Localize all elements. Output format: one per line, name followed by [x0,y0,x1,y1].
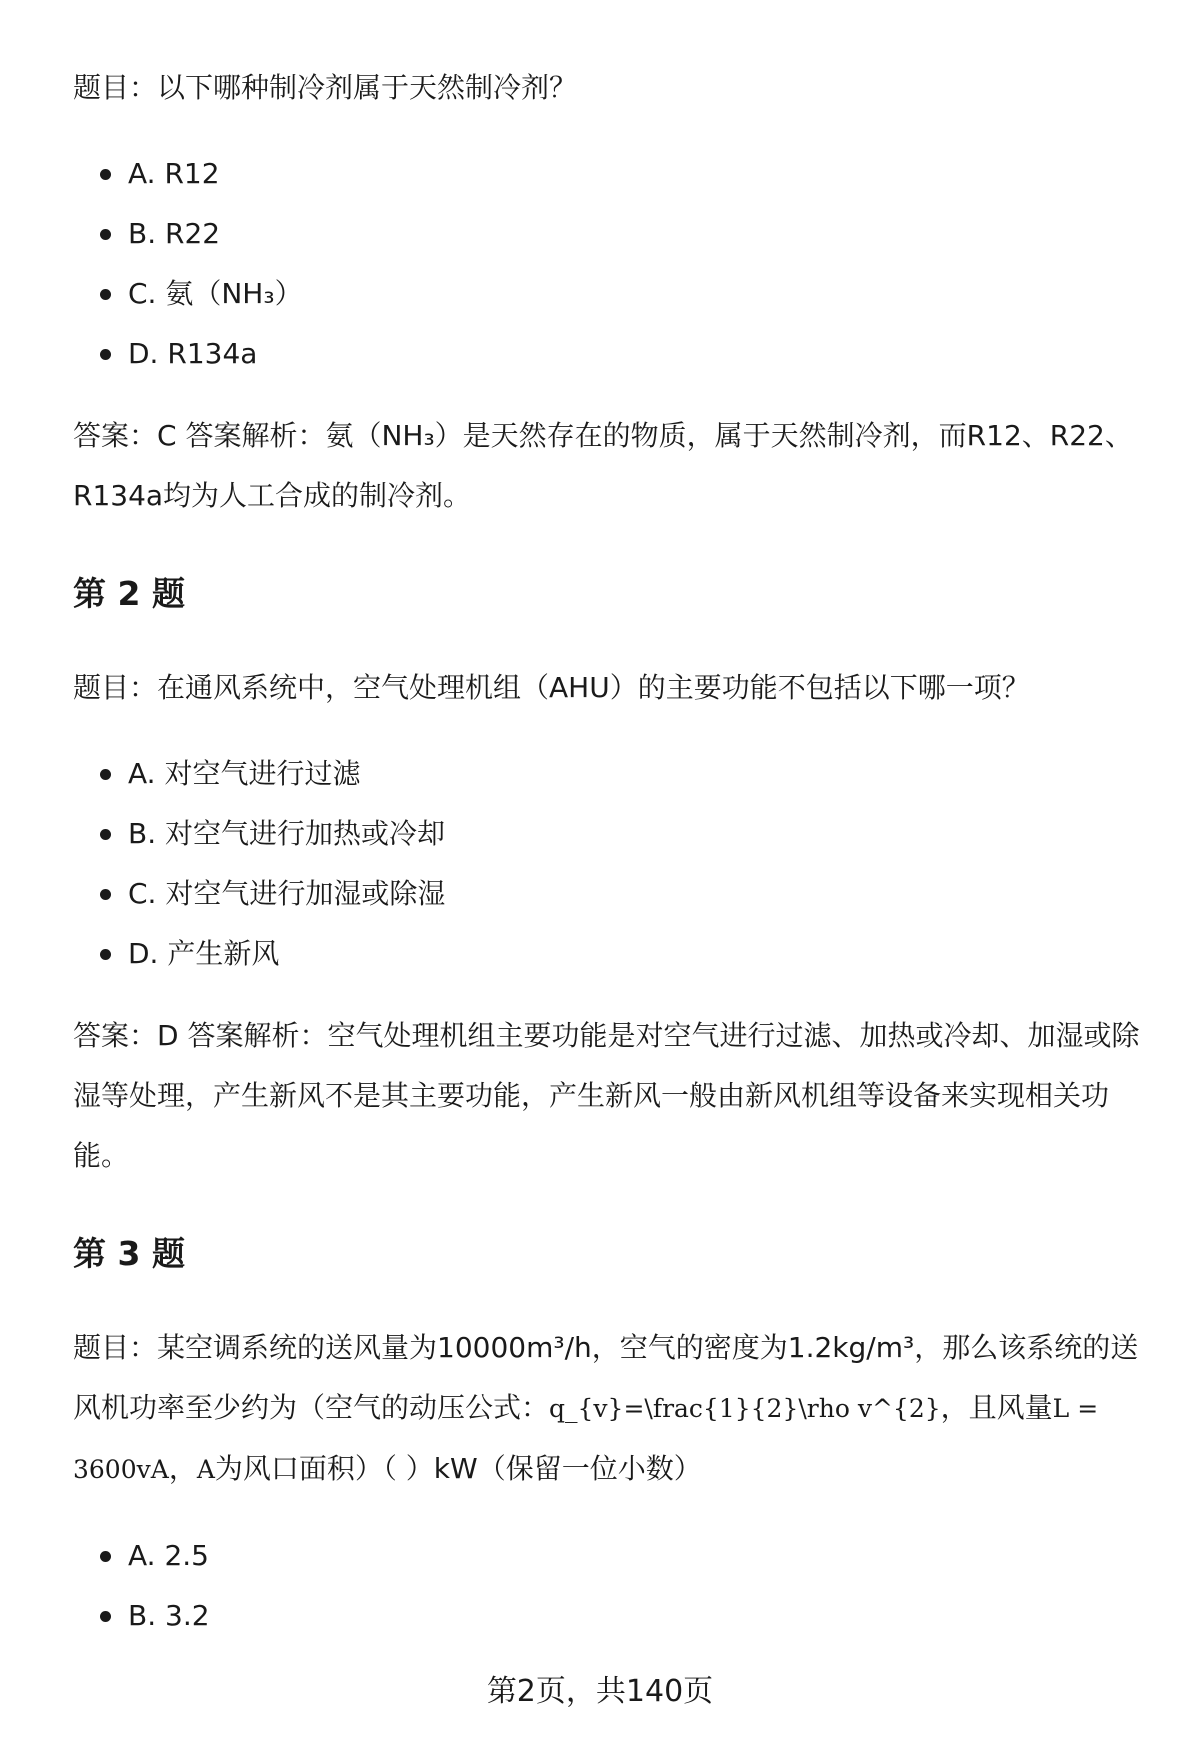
q2-option-c [73,864,1153,924]
q1-question: 题目：以下哪种制冷剂属于天然制冷剂？ [73,71,578,104]
q3-option-a-text: A. 2.5 [128,1539,209,1572]
q1-option-b-text: B. R22 [128,217,221,250]
bullet-icon [100,1611,111,1622]
q3-question [73,1318,1153,1500]
q3-question-text-2: ，且风量 [940,1391,1053,1424]
document-page [73,58,1153,1668]
q3-question-text-1: 题目：某空调系统的送风量为10000m³/h，空气的密度为1.2kg/m³，那么该系统的送风机功率至少约为（空气的动压公式： [73,1331,1139,1424]
bullet-icon [100,1551,111,1562]
q3-option-b [73,1586,1153,1646]
bullet-icon [100,949,111,960]
q1-option-a [73,144,1153,204]
q1-option-c [73,264,1153,324]
q2-option-b-text: B. 对空气进行加热或冷却 [128,817,446,850]
q2-option-d-text: D. 产生新风 [128,937,280,970]
bullet-icon [100,349,111,360]
q3-formula-dynamic-pressure: q_{v}=\frac{1}{2}\rho v^{2} [549,1394,941,1423]
q3-question-text-4: 为风口面积）（ ）kW（保留一位小数） [214,1452,702,1485]
q2-answer: 答案：D 答案解析：空气处理机组主要功能是对空气进行过滤、加热或冷却、加湿或除湿等处理，产生新风不是其主要功能，产生新风一般由新风机组等设备来实现相关功能。 [73,1019,1140,1172]
q1-option-d [73,324,1153,384]
q1-options [73,144,1153,384]
bullet-icon [100,769,111,780]
bullet-icon [100,229,111,240]
q1-answer: 答案：C 答案解析：氨（NH₃）是天然存在的物质，属于天然制冷剂，而R12、R22、R134a均为人工合成的制冷剂。 [73,419,1133,512]
q2-heading: 第 2 题 [73,574,185,613]
q3-formula-area-symbol: A [196,1455,215,1484]
q1-option-d-text: D. R134a [128,337,258,370]
q3-question-text-3: ， [168,1452,197,1485]
q3-option-b-text: B. 3.2 [128,1599,210,1632]
q3-heading: 第 3 题 [73,1234,185,1273]
q1-option-b [73,204,1153,264]
q2-option-a [73,744,1153,804]
q2-option-d [73,924,1153,984]
bullet-icon [100,169,111,180]
q2-option-b [73,804,1153,864]
q3-options [73,1526,1153,1646]
q2-option-a-text: A. 对空气进行过滤 [128,757,361,790]
page-number-footer: 第2页，共140页 [486,1674,714,1709]
q1-option-c-text: C. 氨（NH₃） [128,277,303,310]
q2-options [73,744,1153,984]
bullet-icon [100,889,111,900]
bullet-icon [100,289,111,300]
q3-option-a [73,1526,1153,1586]
bullet-icon [100,829,111,840]
q2-question: 题目：在通风系统中，空气处理机组（AHU）的主要功能不包括以下哪一项？ [73,671,1030,704]
q1-option-a-text: A. R12 [128,157,220,190]
q3-formula-airflow: L = 3600vA [73,1394,1099,1484]
q2-option-c-text: C. 对空气进行加湿或除湿 [128,877,446,910]
